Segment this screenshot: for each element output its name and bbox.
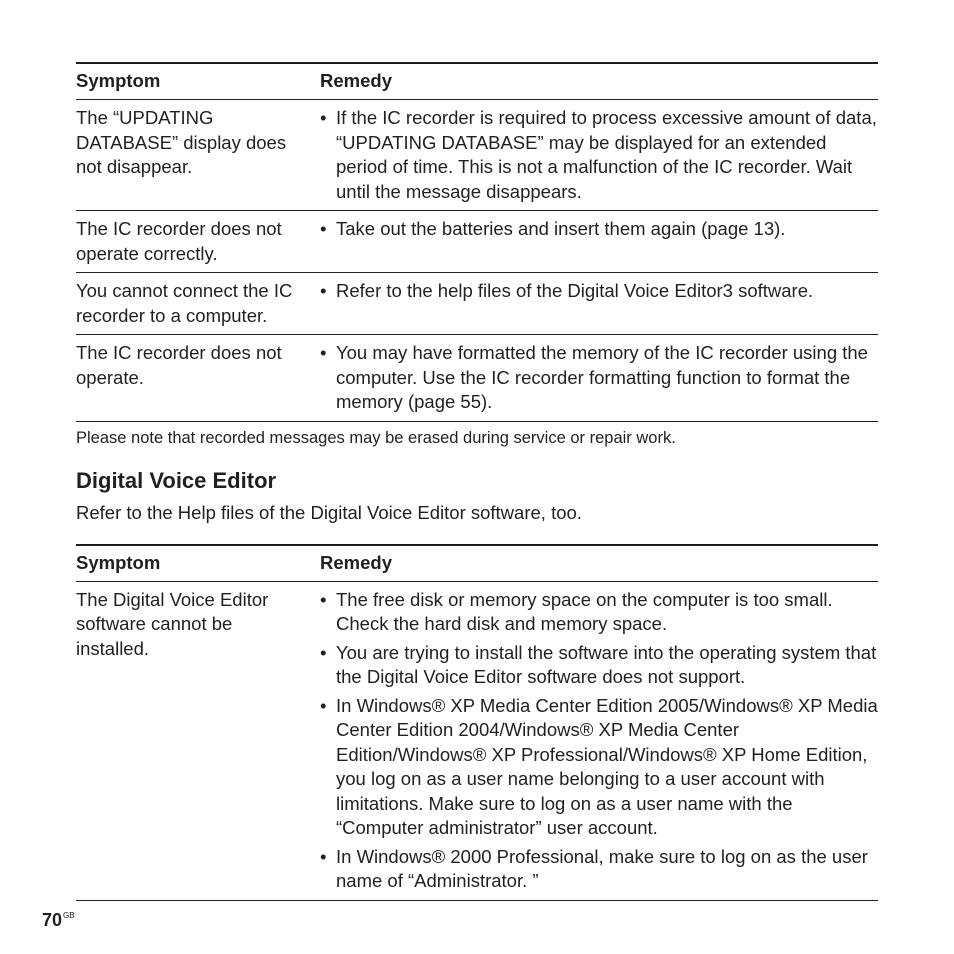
service-note: Please note that recorded messages may be erased during service or repair work.: [76, 428, 676, 447]
troubleshooting-table-ic-recorder: [76, 62, 878, 422]
remedy-text: You may have formatted the memory of the IC recorder using the computer. Use the IC recorder formatting function to format the memory (page 55).: [336, 342, 868, 412]
symptom-cell: You cannot connect the IC recorder to a computer.: [76, 273, 320, 335]
remedy-text: In Windows® XP Media Center Edition 2005/Windows® XP Media Center Edition 2004/Windows® XP Media Center Edition/Windows® XP Professional/Windows® XP Home Edition, you log on as a user name belonging to a user account with limitations. Make sure to log on as a user name with the “Computer administrator” user account.: [336, 694, 878, 838]
column-header-symptom: Symptom: [76, 63, 320, 100]
remedy-item: [320, 694, 878, 841]
symptom-cell: The “UPDATING DATABASE” display does not disappear.: [76, 100, 320, 211]
column-header-symptom: Symptom: [76, 545, 320, 582]
remedy-cell: [320, 581, 878, 900]
bullet-icon: •: [320, 845, 327, 867]
remedy-text: If the IC recorder is required to process excessive amount of data, “UPDATING DATABASE” may be displayed for an extended period of time. This is not a malfunction of the IC recorder. Wait until the message disappears.: [336, 107, 877, 202]
remedy-list: [320, 217, 878, 242]
section-intro: Refer to the Help files of the Digital Voice Editor software, too.: [76, 501, 582, 523]
remedy-list: [320, 106, 878, 204]
bullet-icon: •: [320, 641, 327, 663]
bullet-icon: •: [320, 694, 327, 716]
remedy-list: [320, 588, 878, 894]
page-content: [76, 62, 878, 901]
remedy-list: [320, 341, 878, 415]
remedy-cell: [320, 100, 878, 211]
remedy-text: Refer to the help files of the Digital Voice Editor3 software.: [336, 280, 814, 301]
remedy-text: Take out the batteries and insert them again (page 13).: [336, 218, 786, 239]
table-row: [76, 581, 878, 900]
table-header-row: [76, 545, 878, 582]
remedy-item: [320, 106, 878, 204]
remedy-item: [320, 845, 878, 894]
remedy-cell: [320, 273, 878, 335]
column-header-remedy: Remedy: [320, 63, 878, 100]
page-number-suffix: GB: [63, 911, 75, 920]
remedy-item: [320, 641, 878, 690]
remedy-text: The free disk or memory space on the computer is too small. Check the hard disk and memory space.: [336, 588, 833, 634]
remedy-item: [320, 588, 878, 637]
page-number: [42, 910, 75, 931]
table-row: [76, 100, 878, 211]
remedy-text: You are trying to install the software into the operating system that the Digital Voice Editor software does not support.: [336, 641, 877, 687]
symptom-cell: The IC recorder does not operate correctly.: [76, 211, 320, 273]
troubleshooting-table-digital-voice-editor: [76, 544, 878, 901]
bullet-icon: •: [320, 107, 327, 128]
bullet-icon: •: [320, 280, 327, 301]
remedy-cell: [320, 335, 878, 422]
section-title: Digital Voice Editor: [76, 467, 277, 493]
table-header-row: [76, 63, 878, 100]
remedy-item: [320, 217, 878, 242]
remedy-cell: [320, 211, 878, 273]
table-row: [76, 335, 878, 422]
bullet-icon: •: [320, 342, 327, 363]
symptom-cell: The Digital Voice Editor software cannot be installed.: [76, 581, 320, 900]
remedy-item: [320, 279, 878, 304]
bullet-icon: •: [320, 218, 327, 239]
remedy-text: In Windows® 2000 Professional, make sure to log on as the user name of “Administrator. ”: [336, 845, 868, 891]
symptom-cell: The IC recorder does not operate.: [76, 335, 320, 422]
table-row: [76, 211, 878, 273]
bullet-icon: •: [320, 588, 327, 610]
table-row: [76, 273, 878, 335]
remedy-list: [320, 279, 878, 304]
page-number-value: 70: [42, 910, 63, 930]
remedy-item: [320, 341, 878, 415]
column-header-remedy: Remedy: [320, 545, 878, 582]
